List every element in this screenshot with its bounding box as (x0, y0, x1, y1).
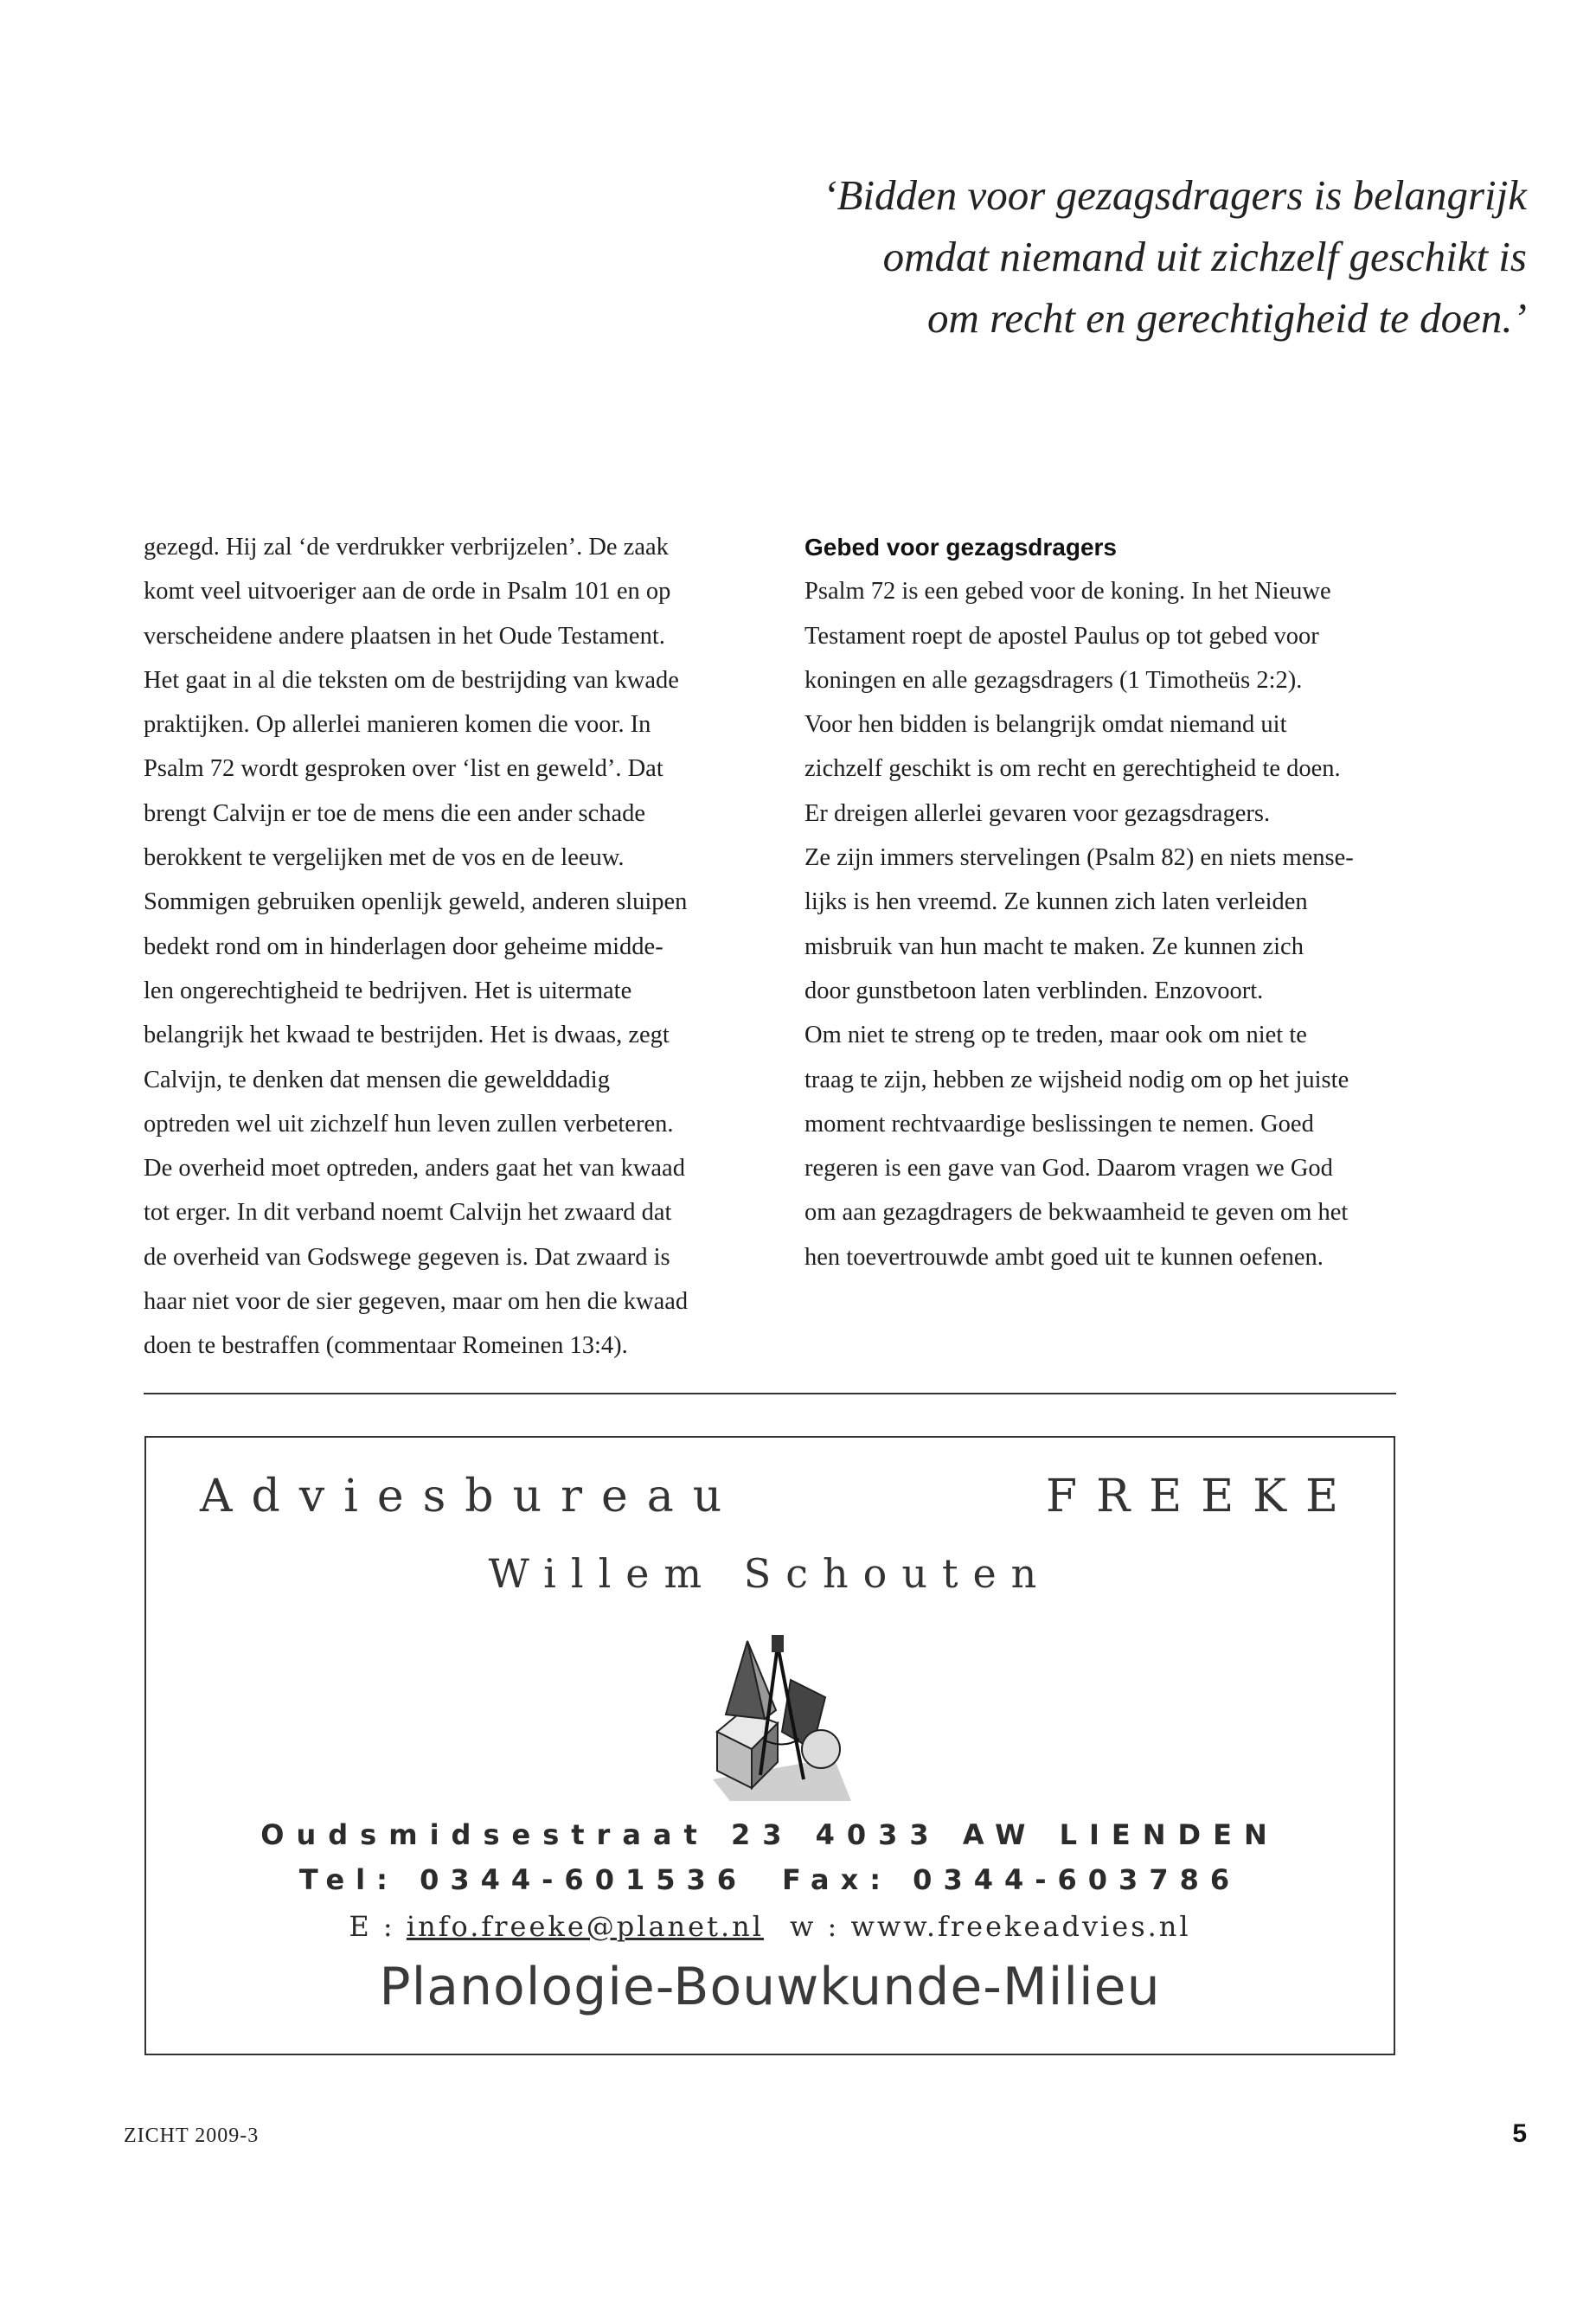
body-line: gezegd. Hij zal ‘de verdrukker verbrijzelen’. De zaak (144, 534, 669, 561)
ad-fax: Fax: 0344-603786 (782, 1863, 1241, 1896)
pull-quote-line: omdat niemand uit zichzelf geschikt is (882, 233, 1527, 280)
body-line: komt veel uitvoeriger aan de orde in Psalm 101 en op (144, 578, 671, 606)
body-line: zichzelf geschikt is om recht en gerechtigheid te doen. (804, 755, 1341, 783)
body-line: Sommigen gebruiken openlijk geweld, anderen sluipen (144, 888, 688, 916)
publication-footer: ZICHT 2009-3 (124, 2125, 260, 2147)
body-line: regeren is een gave van God. Daarom vragen we God (804, 1155, 1333, 1183)
body-line: Om niet te streng op te treden, maar ook om niet te (804, 1022, 1307, 1049)
body-line: doen te bestraffen (commentaar Romeinen 13:4). (144, 1332, 628, 1360)
body-line: haar niet voor de sier gegeven, maar om hen die kwaad (144, 1288, 689, 1316)
advertisement-box (144, 1436, 1395, 2055)
body-line: lijks is hen vreemd. Ze kunnen zich laten verleiden (804, 888, 1308, 916)
body-line: misbruik van hun macht te maken. Ze kunnen zich (804, 933, 1304, 960)
body-line: hen toevertrouwde ambt goed uit te kunnen oefenen. (804, 1243, 1324, 1271)
ad-phone-fax (146, 1863, 1394, 1896)
body-line: moment rechtvaardige beslissingen te nemen. Goed (804, 1110, 1314, 1138)
section-divider (144, 1393, 1396, 1394)
page-number: 5 (1512, 2119, 1527, 2148)
body-line: optreden wel uit zichzelf hun leven zullen verbeteren. (144, 1110, 674, 1138)
ad-person-name: Willem Schouten (488, 1550, 1052, 1597)
pull-quote-line: om recht en gerechtigheid te doen.’ (926, 294, 1527, 342)
body-line: de overheid van Godswege gegeven is. Dat zwaard is (144, 1243, 670, 1271)
body-line: om aan gezagdragers de bekwaamheid te geven om het (804, 1199, 1349, 1227)
body-line: len ongerechtigheid te bedrijven. Het is uitermate (144, 977, 632, 1004)
body-line: tot erger. In dit verband noemt Calvijn het zwaard dat (144, 1199, 672, 1227)
body-line: Er dreigen allerlei gevaren voor gezagsdragers. (804, 799, 1271, 827)
body-line: Voor hen bidden is belangrijk omdat niemand uit (804, 711, 1287, 739)
pull-quote-line: ‘Bidden voor gezagsdragers is belangrijk (823, 171, 1527, 219)
ad-email-link[interactable]: info.freeke@planet.nl (406, 1910, 764, 1943)
ad-brand-name: FREEKE (1046, 1471, 1357, 1522)
body-line: praktijken. Op allerlei manieren komen die voor. In (144, 711, 651, 739)
ad-phone: Tel: 0344-601536 (298, 1863, 748, 1896)
ad-office-name: Adviesbureau (200, 1471, 741, 1522)
ad-services: Planologie-Bouwkunde-Milieu (379, 1957, 1161, 2017)
body-line: bedekt rond om in hinderlagen door geheime midde- (144, 933, 663, 960)
ad-website[interactable]: w : www.freekeadvies.nl (789, 1910, 1191, 1943)
ad-contact-web (146, 1910, 1394, 1943)
article-left-column (144, 525, 740, 1368)
geometry-compass-logo-icon (683, 1628, 864, 1801)
section-heading: Gebed voor gezagsdragers (804, 534, 1118, 561)
body-line: Het gaat in al die teksten om de bestrijding van kwade (144, 666, 679, 694)
body-line: Calvijn, te denken dat mensen die gewelddadig (144, 1066, 610, 1093)
ad-email-label: E : (349, 1910, 395, 1943)
body-line: Testament roept de apostel Paulus op tot gebed voor (804, 622, 1319, 650)
body-line: door gunstbetoon laten verblinden. Enzovoort. (804, 977, 1264, 1004)
body-line: Psalm 72 is een gebed voor de koning. In het Nieuwe (804, 578, 1331, 606)
pull-quote (779, 164, 1527, 349)
body-line: berokkent te vergelijken met de vos en de leeuw. (144, 844, 625, 872)
body-line: De overheid moet optreden, anders gaat het van kwaad (144, 1155, 685, 1183)
body-line: verscheidene andere plaatsen in het Oude Testament. (144, 622, 665, 650)
body-line: brengt Calvijn er toe de mens die een ander schade (144, 799, 646, 827)
body-line: koningen en alle gezagsdragers (1 Timotheüs 2:2). (804, 666, 1303, 694)
ad-address: Oudsmidsestraat 23 4033 AW LIENDEN (260, 1818, 1279, 1851)
body-line: Psalm 72 wordt gesproken over ‘list en geweld’. Dat (144, 755, 663, 783)
body-line: traag te zijn, hebben ze wijsheid nodig om op het juiste (804, 1066, 1349, 1093)
article-right-column (804, 525, 1410, 1279)
body-line: Ze zijn immers stervelingen (Psalm 82) en niets mense- (804, 844, 1354, 872)
body-line: belangrijk het kwaad te bestrijden. Het is dwaas, zegt (144, 1022, 670, 1049)
